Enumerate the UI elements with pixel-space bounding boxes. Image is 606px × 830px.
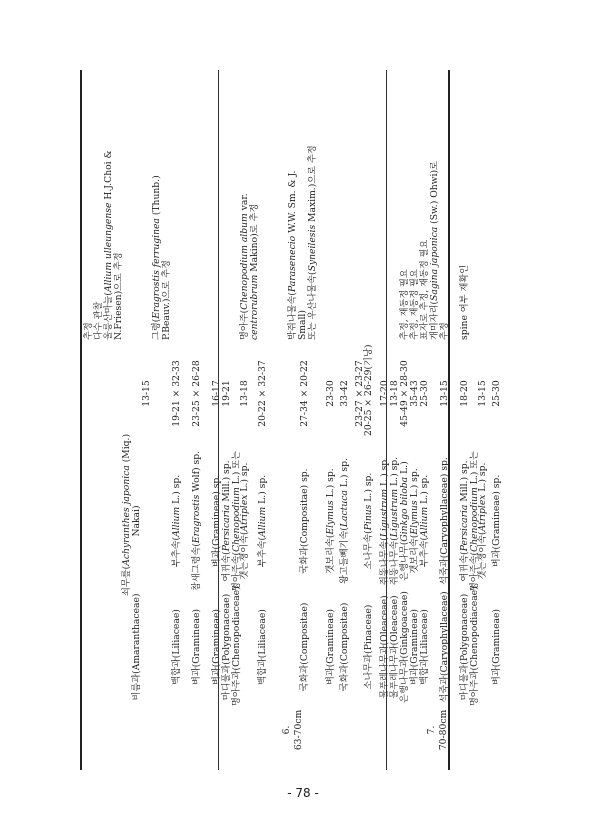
table-cell-c1: 석죽과(Caryophyllaceae)	[439, 591, 450, 703]
table-cell-c4: centrorubrum Makino)로 추정	[249, 203, 260, 340]
table-cell-c2: 석죽과(Caryophyllaceae) sp.	[439, 457, 450, 585]
table-b-cell-c3: 13-15	[477, 380, 488, 407]
table-cell-c2: 갯는쟁이속(Atriplex L.) sp.	[239, 462, 250, 580]
table-cell-c4: 박쥐나물속(Parasenecio W.W. Sm. & J.	[287, 170, 298, 340]
table-cell-c1: 물푸레나무과(Oleaceae)	[389, 595, 400, 699]
table-b-cell-c2: 갯는쟁이속(Atriplex L.) sp.	[477, 462, 488, 580]
table-cell-c3: 19-21 × 32-33	[171, 360, 182, 427]
table-cell-c2: Nakai)	[131, 505, 142, 537]
table-cell-c4: 추정, 재동정 필요	[399, 269, 410, 340]
table-cell-c1: 벼과(Gramineae)	[191, 608, 202, 686]
table-cell-c1: 벼과(Gramineae)	[325, 608, 336, 686]
group-number: 6.	[281, 725, 292, 735]
table-cell-c4: N.Friesen)으로 추정	[113, 252, 124, 340]
table-row-11	[190, 70, 203, 770]
table-cell-c4: 다수 관찰	[93, 301, 104, 340]
table-b-cell-c1: 마디풀과(Polygonaceae)	[459, 593, 470, 701]
table-cell-c4: 표자로 추정, 재동정 필요	[419, 239, 430, 340]
table-cell-c2: 갯보리속(Elymus L.) sp.	[409, 468, 420, 574]
table-cell-c3: 25-30	[419, 380, 430, 407]
table-cell-c2: 부추속(Allium L.) sp.	[419, 474, 430, 568]
table-cell-c1: 마디풀과(Polygonaceae)	[221, 593, 232, 701]
table-cell-c1: 백합과(Liliaceae)	[171, 609, 182, 685]
table-cell-c2: 왕고들빼기속(Lactuca L.) sp.	[339, 458, 350, 584]
group-divider-2	[386, 70, 387, 770]
table-cell-c4: 또는 우산나물속(Syneilesis Maxim.)으로 추정	[307, 145, 318, 340]
table-cell-c3: 23-27 × 23-27	[354, 360, 365, 427]
table-cell-c1: 벼과(Gramineae)	[211, 608, 222, 686]
table-cell-c1: 명아주과(Chenopodiaceae)	[231, 586, 242, 706]
table-cell-c2: 부추속(Allium L.) sp.	[257, 474, 268, 568]
table-cell-c1: 백합과(Liliaceae)	[419, 609, 430, 685]
table-b-row-3	[490, 70, 503, 770]
table-cell-c3: 17-20	[379, 380, 390, 407]
group-divider-1	[218, 70, 219, 770]
table-cell-c2: 명아주속(Chenopodium L.) 또는	[231, 451, 242, 591]
table-b-cell-c1: 벼과(Gramineae)	[491, 608, 502, 686]
table-cell-c2: 쥐똥나무속(Ligustrum L.) sp.	[379, 456, 390, 586]
table-cell-c1: 벼과(Gramineae)	[409, 608, 420, 686]
table-cell-c1: 물푸레나무과(Oleaceae)	[379, 595, 390, 699]
table-b-cell-c3: 18-20	[459, 380, 470, 407]
table-cell-c3: 23-25 × 26-28	[191, 360, 202, 427]
table-b-cell-c2: 벼과(Gramineae) sp.	[491, 474, 502, 568]
group-depth-6	[292, 70, 305, 770]
table-row-23	[338, 70, 351, 770]
table-cell-c3: 19-21	[221, 380, 232, 407]
table-cell-c4: 추정	[83, 322, 94, 340]
table-cell-c3: 27-34 × 20-22	[299, 360, 310, 427]
table-cell-c4: 명아주(Chenopodium album var.	[239, 193, 250, 340]
table-row-25	[362, 70, 375, 770]
table-b-cell-c2: 여뀌속(Persicaria Mill.) sp.	[459, 460, 470, 582]
table-cell-c1: 백합과(Liliaceae)	[257, 609, 268, 685]
table-cell-c1: 은행나무과(Ginkgoaceae)	[399, 591, 410, 703]
table-b-cell-c1: 명아주과(Chenopodiaceae)	[469, 586, 480, 706]
table-cell-c4: 울릉산마늘(Allium ulleungense H.J.Choi &	[103, 150, 114, 340]
table-cell-c2: 국화과(Compositae) sp.	[299, 468, 310, 574]
table-b-cell-c2: 명아주속(Chenopodium L.) 또는	[469, 451, 480, 591]
table-cell-c4: Small)	[297, 310, 308, 340]
table-cell-c3: 20-22 × 32-37	[257, 360, 268, 427]
table-cell-c3: 13-18	[239, 380, 250, 407]
table-row-10	[170, 70, 183, 770]
table-cell-c3: 35-43	[409, 380, 420, 407]
table-cell-c3: 13-18	[389, 380, 400, 407]
table-cell-c1: 소나무과(Pinaceae)	[363, 604, 374, 690]
table-cell-c2: 소나무속(Pinus L.) sp.	[363, 472, 374, 570]
page-number: - 78 -	[287, 786, 319, 800]
table-cell-c2: 쇠무릎(Achyranthes japonica (Miq.)	[121, 433, 132, 596]
table-cell-c3: 33-42	[339, 380, 350, 407]
group-depth: 63-70cm	[293, 709, 304, 751]
table-cell-c2: 벼과(Gramineae) sp.	[211, 474, 222, 568]
table-cell-c4: 개미자리(Sagina japonica (Sw.) Ohwi)로	[429, 161, 440, 340]
table-cell-c1: 비름과(Amaranthaceae)	[131, 593, 142, 701]
table-cell-c2: 여뀌속(Persicaria Mill.) sp.	[221, 460, 232, 582]
table-b-cell-c3: 25-30	[491, 380, 502, 407]
table-row-21	[306, 70, 319, 770]
table-b-cell-c4: spine 여부 재확인	[459, 264, 470, 340]
table-cell-c4: 그령(Eragrostis ferruginea (Thunb.)	[151, 175, 162, 340]
table-cell-c3: 20-25 × 26-29(기낭)	[363, 344, 374, 436]
table-cell-c4: 추정	[439, 322, 450, 340]
table-cell-c2: 쥐똥나무속(Ligustrum L.) sp.	[389, 456, 400, 586]
table-row-22	[324, 70, 337, 770]
table-cell-c2: 참새그령속(Eragrostis Wolf) sp.	[191, 450, 202, 592]
group-number: 7.	[426, 725, 437, 735]
table-cell-c1: 국화과(Compositae)	[339, 602, 350, 692]
table-cell-c2: 갯보리속(Elymus L.) sp.	[325, 468, 336, 574]
table-cell-c2: 은행나무(Ginkgo biloba L.)	[399, 461, 410, 581]
table-row-17	[256, 70, 269, 770]
table-b-row-2	[476, 70, 489, 770]
table-cell-c4: P.Beauv.)으로 추정	[161, 260, 172, 340]
table-cell-c1: 국화과(Compositae)	[299, 602, 310, 692]
table-cell-c3: 23-30	[325, 380, 336, 407]
group-depth: 70-80cm	[438, 709, 449, 751]
table-cell-c2: 부추속(Allium L.) sp.	[171, 474, 182, 568]
table-cell-c3: 16-17	[211, 380, 222, 407]
rotated-table	[80, 70, 502, 770]
table-cell-c4: 추정, 재동정 필요	[409, 269, 420, 340]
table-cell-c3: 45-49 × 28-30	[399, 360, 410, 427]
table-cell-c3: 13-15	[141, 380, 152, 407]
bottom-rule	[448, 70, 450, 770]
table-cell-c3: 13-15	[439, 380, 450, 407]
